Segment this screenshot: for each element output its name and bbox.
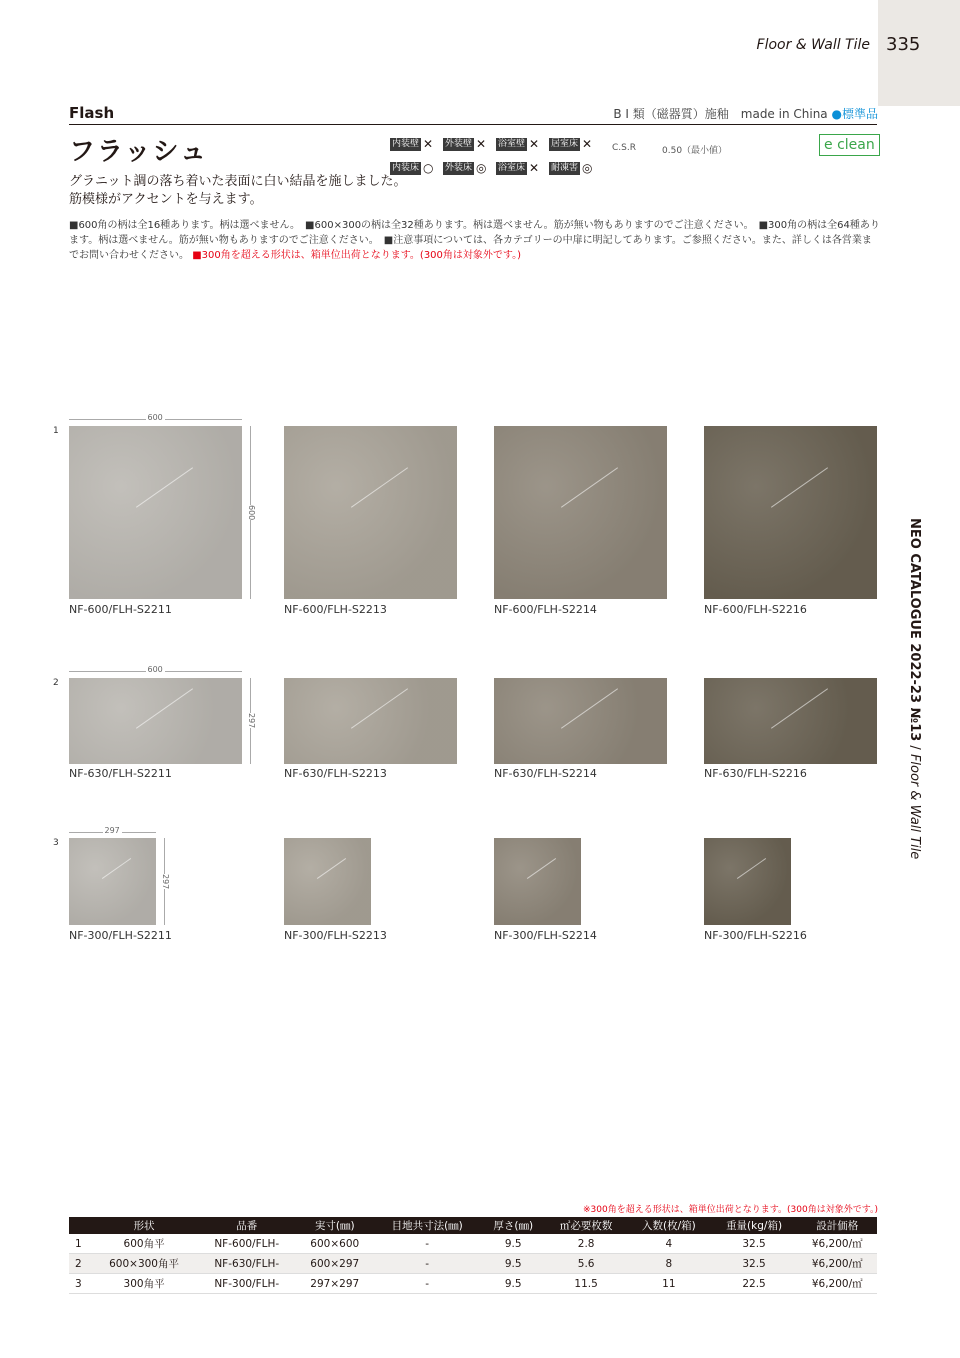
table-cell: ¥6,200/㎡	[797, 1254, 877, 1274]
table-cell: ¥6,200/㎡	[797, 1234, 877, 1254]
side-label-category: Floor & Wall Tile	[907, 753, 922, 860]
table-cell: 11.5	[545, 1274, 627, 1294]
table-cell: 600×600	[296, 1234, 373, 1254]
side-label-sep: /	[907, 741, 922, 754]
row-number: 2	[53, 678, 59, 688]
usage-cell	[549, 161, 601, 176]
product-code: NF-630/FLH-S2211	[69, 767, 172, 780]
tile-vein	[351, 467, 408, 507]
tile-swatch	[284, 678, 457, 764]
usage-label: 内装床	[392, 163, 420, 173]
tile-swatch	[284, 426, 457, 599]
series-name-en: Flash	[69, 104, 115, 122]
usage-mark: ✕	[476, 137, 487, 151]
tile-vein	[561, 467, 618, 507]
usage-cell	[549, 137, 601, 152]
notes-text: ■600角の柄は全16種あります。柄は選べません。 ■600×300の柄は全32種あります。柄は選べません。筋が無い物もありますのでご注意ください。 ■300角の柄は全64種あります。柄は選べません。筋が無い物もありますのでご注意ください。 ■注意事項については、各カテゴリーの中扉に明記してあります。ご参照ください。また、詳しくは各営業までお問い合わせください。	[69, 220, 880, 261]
tile-vein	[136, 688, 193, 728]
product-code: NF-630/FLH-S2216	[704, 767, 807, 780]
tile-swatch	[494, 426, 667, 599]
dimension-height: 297	[247, 713, 256, 729]
standard-label: 標準品	[841, 107, 878, 121]
tile-swatch	[494, 678, 667, 764]
table-cell: -	[373, 1274, 481, 1294]
table-header-cell: 形状	[91, 1217, 197, 1234]
usage-label: 浴室壁	[498, 139, 526, 149]
dimension-height: 600	[247, 504, 256, 520]
table-header-cell: ㎡必要枚数	[545, 1217, 627, 1234]
table-header-cell: 厚さ(㎜)	[481, 1217, 545, 1234]
usage-label: 内装壁	[392, 139, 420, 149]
series-name-jp: フラッシュ	[69, 137, 208, 167]
tile-vein	[317, 858, 346, 879]
usage-label: 耐凍害	[551, 163, 579, 173]
description-line: 筋模様がアクセントを与えます。	[69, 192, 263, 207]
table-row	[69, 1274, 877, 1294]
usage-label: 居室床	[551, 139, 579, 149]
table-header-cell: 入数(枚/箱)	[627, 1217, 711, 1234]
page-number: 335	[886, 34, 921, 55]
eclean-badge: e clean	[819, 134, 880, 156]
table-cell: 11	[627, 1274, 711, 1294]
table-cell: 4	[627, 1234, 711, 1254]
dimension-width: 600	[147, 665, 163, 674]
table-header-cell: 実寸(㎜)	[296, 1217, 373, 1234]
table-cell: ¥6,200/㎡	[797, 1274, 877, 1294]
usage-cell	[496, 137, 548, 152]
usage-mark: ◎	[476, 161, 487, 175]
table-cell: 1	[69, 1234, 91, 1254]
table-cell: 2.8	[545, 1234, 627, 1254]
notes	[69, 218, 881, 263]
usage-mark: ✕	[529, 137, 540, 151]
tile-swatch	[284, 838, 371, 925]
table-header-cell: 目地共寸法(㎜)	[373, 1217, 481, 1234]
tile-swatch	[704, 838, 791, 925]
table-cell: 9.5	[481, 1274, 545, 1294]
tile-vein	[771, 467, 828, 507]
tile-swatch	[704, 426, 877, 599]
table-row	[69, 1254, 877, 1274]
table-cell: 32.5	[711, 1254, 798, 1274]
tile-swatch	[69, 838, 156, 925]
tile-vein	[771, 688, 828, 728]
table-cell: -	[373, 1234, 481, 1254]
product-code: NF-600/FLH-S2211	[69, 603, 172, 616]
table-cell: 600×297	[296, 1254, 373, 1274]
dimension-width: 297	[104, 826, 120, 835]
tile-vein	[351, 688, 408, 728]
table-header-cell: 重量(kg/箱)	[711, 1217, 798, 1234]
table-cell: 9.5	[481, 1254, 545, 1274]
tile-vein	[737, 858, 766, 879]
tile-swatch	[69, 678, 242, 764]
description	[69, 173, 406, 209]
dimension-height: 297	[161, 873, 170, 889]
table-cell: NF-600/FLH-	[197, 1234, 296, 1254]
usage-cell	[390, 137, 442, 152]
table-header-cell: 設計価格	[797, 1217, 877, 1234]
table-row	[69, 1234, 877, 1254]
description-line: グラニット調の落ち着いた表面に白い結晶を施しました。	[69, 174, 407, 189]
tile-vein	[136, 467, 193, 507]
usage-mark: ○	[423, 161, 434, 175]
csr-label: C.S.R	[612, 143, 636, 153]
dimension-width: 600	[147, 413, 163, 422]
product-code: NF-630/FLH-S2213	[284, 767, 387, 780]
usage-table	[390, 131, 610, 179]
row-number: 1	[53, 426, 59, 436]
table-cell: 297×297	[296, 1274, 373, 1294]
table-cell: 300角平	[91, 1274, 197, 1294]
usage-mark: ✕	[529, 161, 540, 175]
product-code: NF-300/FLH-S2213	[284, 929, 387, 942]
usage-mark: ✕	[582, 137, 593, 151]
table-cell: 8	[627, 1254, 711, 1274]
usage-label: 外装壁	[445, 139, 473, 149]
table-cell: 5.6	[545, 1254, 627, 1274]
spec-line	[613, 105, 878, 122]
side-label-catalogue: NEO CATALOGUE 2022-23 №13	[907, 518, 922, 742]
table-cell: 32.5	[711, 1234, 798, 1254]
usage-mark: ◎	[582, 161, 593, 175]
table-note: ※300角を超える形状は、箱単位出荷となります。(300角は対象外です。)	[583, 1205, 878, 1215]
row-number: 3	[53, 838, 59, 848]
standard-dot-icon: ●	[831, 107, 842, 121]
table-cell: 9.5	[481, 1234, 545, 1254]
product-code: NF-600/FLH-S2216	[704, 603, 807, 616]
table-header-cell	[69, 1217, 91, 1234]
csr-value: 0.50（最小値）	[662, 146, 728, 156]
title-rule	[69, 124, 877, 125]
category-label: Floor & Wall Tile	[756, 37, 870, 53]
table-cell: NF-300/FLH-	[197, 1274, 296, 1294]
tile-swatch	[704, 678, 877, 764]
table-cell: -	[373, 1254, 481, 1274]
spec-text: B I 類（磁器質）施釉 made in China	[613, 107, 828, 121]
side-label	[907, 518, 922, 859]
usage-mark: ✕	[423, 137, 434, 151]
product-code: NF-600/FLH-S2214	[494, 603, 597, 616]
usage-cell	[443, 137, 495, 152]
table-cell: 3	[69, 1274, 91, 1294]
product-code: NF-300/FLH-S2211	[69, 929, 172, 942]
tile-swatch	[494, 838, 581, 925]
table-cell: 600×300角平	[91, 1254, 197, 1274]
spec-table	[69, 1217, 877, 1294]
tile-vein	[527, 858, 556, 879]
usage-cell	[443, 161, 495, 176]
tile-vein	[102, 858, 131, 879]
usage-cell	[496, 161, 548, 176]
product-code: NF-300/FLH-S2216	[704, 929, 807, 942]
tile-swatch	[69, 426, 242, 599]
product-code: NF-600/FLH-S2213	[284, 603, 387, 616]
table-cell: NF-630/FLH-	[197, 1254, 296, 1274]
usage-label: 外装床	[445, 163, 473, 173]
product-code: NF-630/FLH-S2214	[494, 767, 597, 780]
table-header-row	[69, 1217, 877, 1234]
tile-vein	[561, 688, 618, 728]
table-cell: 22.5	[711, 1274, 798, 1294]
product-code: NF-300/FLH-S2214	[494, 929, 597, 942]
table-cell: 600角平	[91, 1234, 197, 1254]
table-cell: 2	[69, 1254, 91, 1274]
notes-red: ■300角を超える形状は、箱単位出荷となります。(300角は対象外です。)	[192, 250, 522, 261]
table-header-cell: 品番	[197, 1217, 296, 1234]
usage-label: 浴室床	[498, 163, 526, 173]
